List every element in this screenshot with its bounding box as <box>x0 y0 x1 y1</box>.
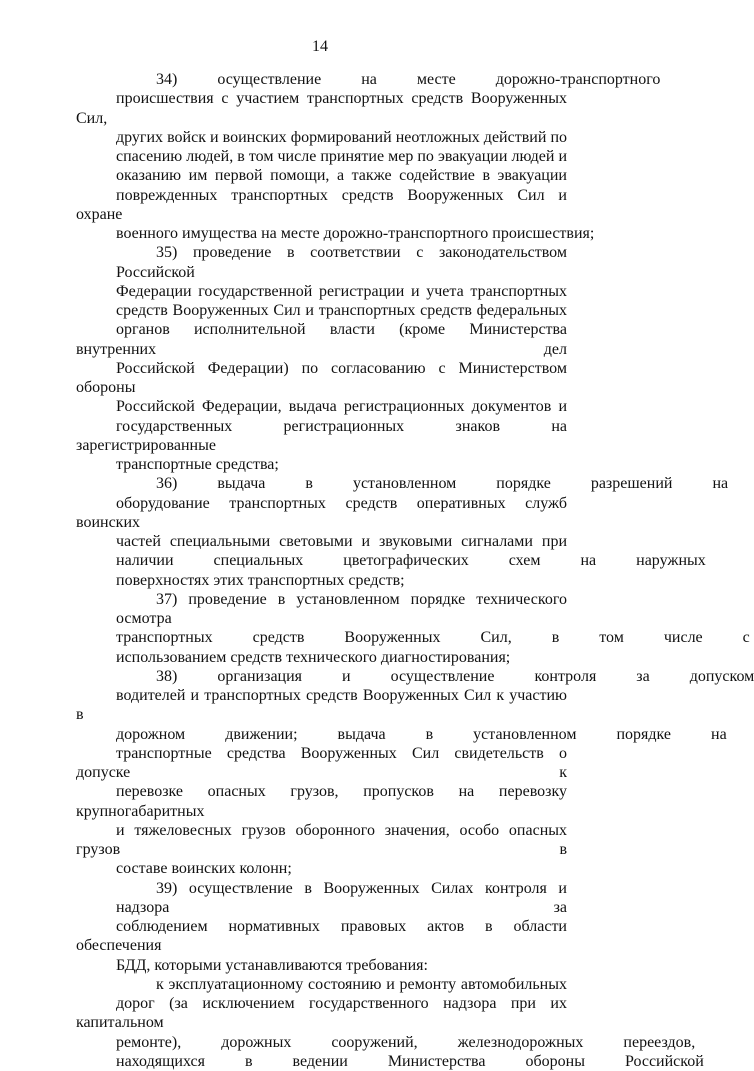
text-line <box>76 474 729 493</box>
text-line <box>76 975 567 994</box>
line-text: соблюдением нормативных правовых актов в области обеспечения <box>76 918 567 955</box>
word: 34) <box>156 71 178 88</box>
text-line <box>76 243 567 282</box>
text-line <box>76 532 567 551</box>
line-text: к эксплуатационному состоянию и ремонту автомобильных <box>156 975 567 993</box>
text-line <box>76 590 567 629</box>
text-line <box>76 89 567 128</box>
word: организация <box>217 667 303 685</box>
text-line <box>76 648 567 667</box>
text-line <box>76 917 567 956</box>
word: Сил, <box>480 629 512 647</box>
word: в <box>425 725 434 743</box>
paragraph-p39 <box>76 879 567 975</box>
word: контроля <box>534 667 597 685</box>
line-text: спасению людей, в том числе принятие мер по эвакуации людей и <box>116 148 567 165</box>
line-text: средств Вооруженных Сил и транспортных средств федеральных <box>116 302 567 319</box>
word: ведении <box>292 1052 348 1070</box>
line-text: военного имущества на месте дорожно-транспортного происшествия; <box>116 225 595 242</box>
line-text: составе воинских колонн; <box>116 860 292 878</box>
word: выдача <box>337 725 386 743</box>
text-line <box>76 320 567 359</box>
text-line <box>76 725 727 744</box>
word: железнодорожных <box>457 1033 584 1051</box>
word: с <box>742 629 750 647</box>
text-line <box>76 667 754 686</box>
word: на <box>712 475 729 493</box>
word: в <box>551 629 560 647</box>
text-line <box>76 186 567 225</box>
text-line <box>76 282 567 301</box>
word: наличии <box>116 552 174 570</box>
line-text: Российской Федерации) по согласованию с Министерством обороны <box>76 359 567 396</box>
word: транспортных <box>116 629 213 647</box>
text-line <box>76 956 567 975</box>
line-text: Федерации государственной регистрации и учета транспортных <box>116 282 567 300</box>
word: специальных <box>213 552 304 570</box>
line-text: органов исполнительной власти (кроме Министерства внутренних дел <box>76 321 567 358</box>
word: сооружений, <box>331 1033 418 1051</box>
line-text: частей специальными световыми и звуковыми сигналами при <box>116 533 567 550</box>
word: дорожных <box>221 1033 292 1051</box>
document-body <box>76 70 754 1071</box>
word: осуществление <box>390 667 495 685</box>
word: обороны <box>525 1052 585 1070</box>
word: том <box>599 629 624 647</box>
line-text: оказанию им первой помощи, а также содействие в эвакуации <box>116 167 567 185</box>
line-text: БДД, которыми устанавливаются требования: <box>116 956 428 974</box>
line-text: других войск и воинских формирований неотложных действий по <box>116 128 567 146</box>
text-line <box>76 224 595 243</box>
text-line <box>76 417 567 456</box>
text-line <box>76 782 567 821</box>
line-text: происшествия с участием транспортных средств Вооруженных Сил, <box>76 90 567 127</box>
text-line <box>76 147 567 166</box>
word: находящихся <box>116 1052 205 1070</box>
line-text: 37) проведение в установленном порядке технического осмотра <box>116 590 567 627</box>
word: дорожно-транспортного <box>495 71 661 88</box>
text-line <box>76 859 567 878</box>
line-text: водителей и транспортных средств Вооруженных Сил к участию в <box>76 687 567 724</box>
page-number: 14 <box>312 38 328 55</box>
text-line <box>76 571 567 590</box>
word: Российской <box>624 1052 704 1070</box>
line-text: перевозке опасных грузов, пропусков на перевозку крупногабаритных <box>76 783 567 820</box>
paragraph-p36 <box>76 474 729 590</box>
text-line <box>76 397 567 416</box>
word: на <box>580 552 597 570</box>
word: порядке <box>616 725 672 743</box>
word: средств <box>252 629 305 647</box>
line-text: государственных регистрационных знаков на зарегистрированные <box>76 417 567 454</box>
line-text: транспортные средства Вооруженных Сил свидетельств о допуске к <box>76 744 567 781</box>
text-line <box>76 301 567 320</box>
line-text: 35) проведение в соответствии с законодательством Российской <box>116 244 567 281</box>
paragraph-p37 <box>76 590 750 667</box>
word: наружных <box>636 552 706 570</box>
text-line <box>76 1052 704 1071</box>
word: Министерства <box>387 1052 486 1070</box>
word: 38) <box>156 667 178 685</box>
word: переездов, <box>623 1033 696 1051</box>
word: и <box>342 667 351 685</box>
line-text: поврежденных транспортных средств Вооруженных Сил и охране <box>76 186 567 223</box>
text-line <box>76 166 567 185</box>
line-text: оборудование транспортных средств оперативных служб воинских <box>76 494 567 531</box>
word: за <box>636 667 650 685</box>
word: схем <box>508 552 541 570</box>
word: установленном <box>352 475 457 493</box>
text-line <box>76 455 567 474</box>
text-line <box>76 821 567 860</box>
paragraph-p39a <box>76 975 704 1071</box>
paragraph-p35 <box>76 243 567 474</box>
word: 36) <box>156 475 178 493</box>
line-text: 39) осуществление в Вооруженных Силах контроля и надзора за <box>116 879 567 916</box>
word: на <box>361 71 377 88</box>
paragraph-p38 <box>76 667 754 879</box>
word: в <box>244 1052 253 1070</box>
word: месте <box>416 71 456 88</box>
word: числе <box>663 629 703 647</box>
word: движении; <box>225 725 298 743</box>
line-text: транспортные средства; <box>116 456 279 473</box>
word: разрешений <box>590 475 673 493</box>
line-text: дорог (за исключением государственного надзора при их капитальном <box>76 995 567 1032</box>
line-text: поверхностях этих транспортных средств; <box>116 571 405 589</box>
text-line <box>76 1033 696 1052</box>
word: установленном <box>473 725 577 743</box>
word: цветографических <box>343 552 469 570</box>
line-text: использованием средств технического диагностирования; <box>116 648 511 666</box>
word: допуском <box>689 667 754 685</box>
text-line <box>76 686 567 725</box>
word: порядке <box>496 475 551 493</box>
text-line <box>76 994 567 1033</box>
text-line <box>76 128 567 147</box>
word: ремонте), <box>116 1033 182 1051</box>
word: на <box>711 725 727 743</box>
text-line <box>76 551 706 570</box>
text-line <box>76 744 567 783</box>
word: выдача <box>217 475 266 493</box>
text-line <box>76 359 567 398</box>
paragraph-p34 <box>76 70 661 243</box>
text-line <box>76 494 567 533</box>
line-text: и тяжеловесных грузов оборонного значения, особо опасных грузов в <box>76 821 567 858</box>
text-line <box>76 70 661 89</box>
line-text: Российской Федерации, выдача регистрационных документов и <box>116 398 567 416</box>
text-line <box>76 879 567 918</box>
word: Вооруженных <box>344 629 441 647</box>
word: дорожном <box>116 725 186 743</box>
word: в <box>305 475 313 493</box>
text-line <box>76 628 750 647</box>
word: осуществление <box>217 71 322 88</box>
